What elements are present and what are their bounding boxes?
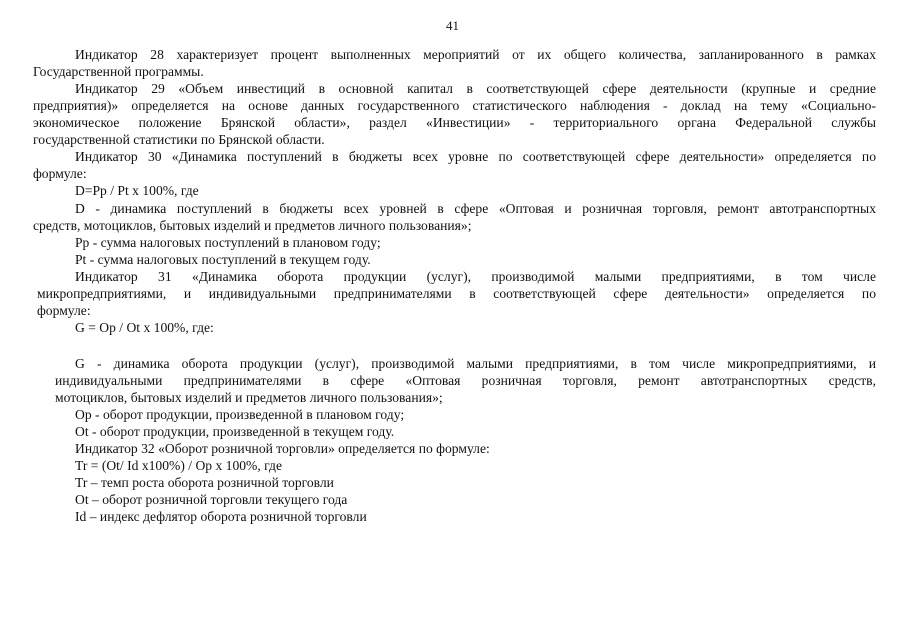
text-line: Tr = (Ot/ Id x100%) / Op x 100%, где — [75, 458, 283, 473]
text-line: Pp - сумма налоговых поступлений в плановом году; — [75, 235, 381, 250]
text-line: экономическое положение Брянской области», раздел «Инвестиции» - территориального органа Федеральной службы — [33, 115, 876, 130]
text-line: Государственной программы. — [33, 64, 204, 79]
text-line: микропредприятиями, и индивидуальными предпринимателями в соответствующей сфере деятельности» определяется по — [37, 286, 876, 301]
text-line: предприятия)» определяется на основе данных государственного статистического наблюдения - доклад на тему «Социально- — [33, 98, 876, 113]
text-line: государственной статистики по Брянской области. — [33, 132, 325, 147]
text-line: Ot – оборот розничной торговли текущего года — [75, 492, 348, 507]
text-line: формуле: — [33, 166, 87, 181]
text-line: Id – индекс дефлятор оборота розничной торговли — [75, 509, 367, 524]
page-number: 41 — [446, 18, 459, 33]
text-line: формуле: — [37, 303, 91, 318]
text-line: Индикатор 30 «Динамика поступлений в бюджеты всех уровне по соответствующей сфере деятельности» определяется по — [75, 149, 876, 164]
text-line: Op - оборот продукции, произведенной в плановом году; — [75, 407, 405, 422]
text-line: Ot - оборот продукции, произведенной в текущем году. — [75, 424, 395, 439]
text-line: Индикатор 28 характеризует процент выполненных мероприятий от их общего количества, запланированного в рамках — [75, 47, 876, 62]
text-line: Индикатор 29 «Объем инвестиций в основной капитал в соответствующей сфере деятельности (крупные и средние — [75, 81, 876, 96]
text-line: Индикатор 32 «Оборот розничной торговли» определяется по формуле: — [75, 441, 490, 456]
text-line: G - динамика оборота продукции (услуг), производимой малыми предприятиями, в том числе микропредприятиями, и — [75, 356, 876, 371]
text-line: Pt - сумма налоговых поступлений в текущем году. — [75, 252, 371, 267]
text-line: Индикатор 31 «Динамика оборота продукции (услуг), производимой малыми предприятиями, в том числе — [75, 269, 876, 284]
text-line: средств, мотоциклов, бытовых изделий и предметов личного пользования»; — [33, 218, 472, 233]
text-line: D=Pp / Pt x 100%, где — [75, 183, 199, 198]
text-line: Tr – темп роста оборота розничной торговли — [75, 475, 334, 490]
text-line: мотоциклов, бытовых изделий и предметов личного пользования»; — [55, 390, 443, 405]
text-line: индивидуальными предпринимателями в сфере «Оптовая розничная торговля, ремонт автотранспортных средств, — [55, 373, 876, 388]
text-line: D - динамика поступлений в бюджеты всех уровней в сфере «Оптовая и розничная торговля, ремонт автотранспортных — [75, 201, 876, 216]
text-line: G = Op / Ot x 100%, где: — [75, 320, 214, 335]
